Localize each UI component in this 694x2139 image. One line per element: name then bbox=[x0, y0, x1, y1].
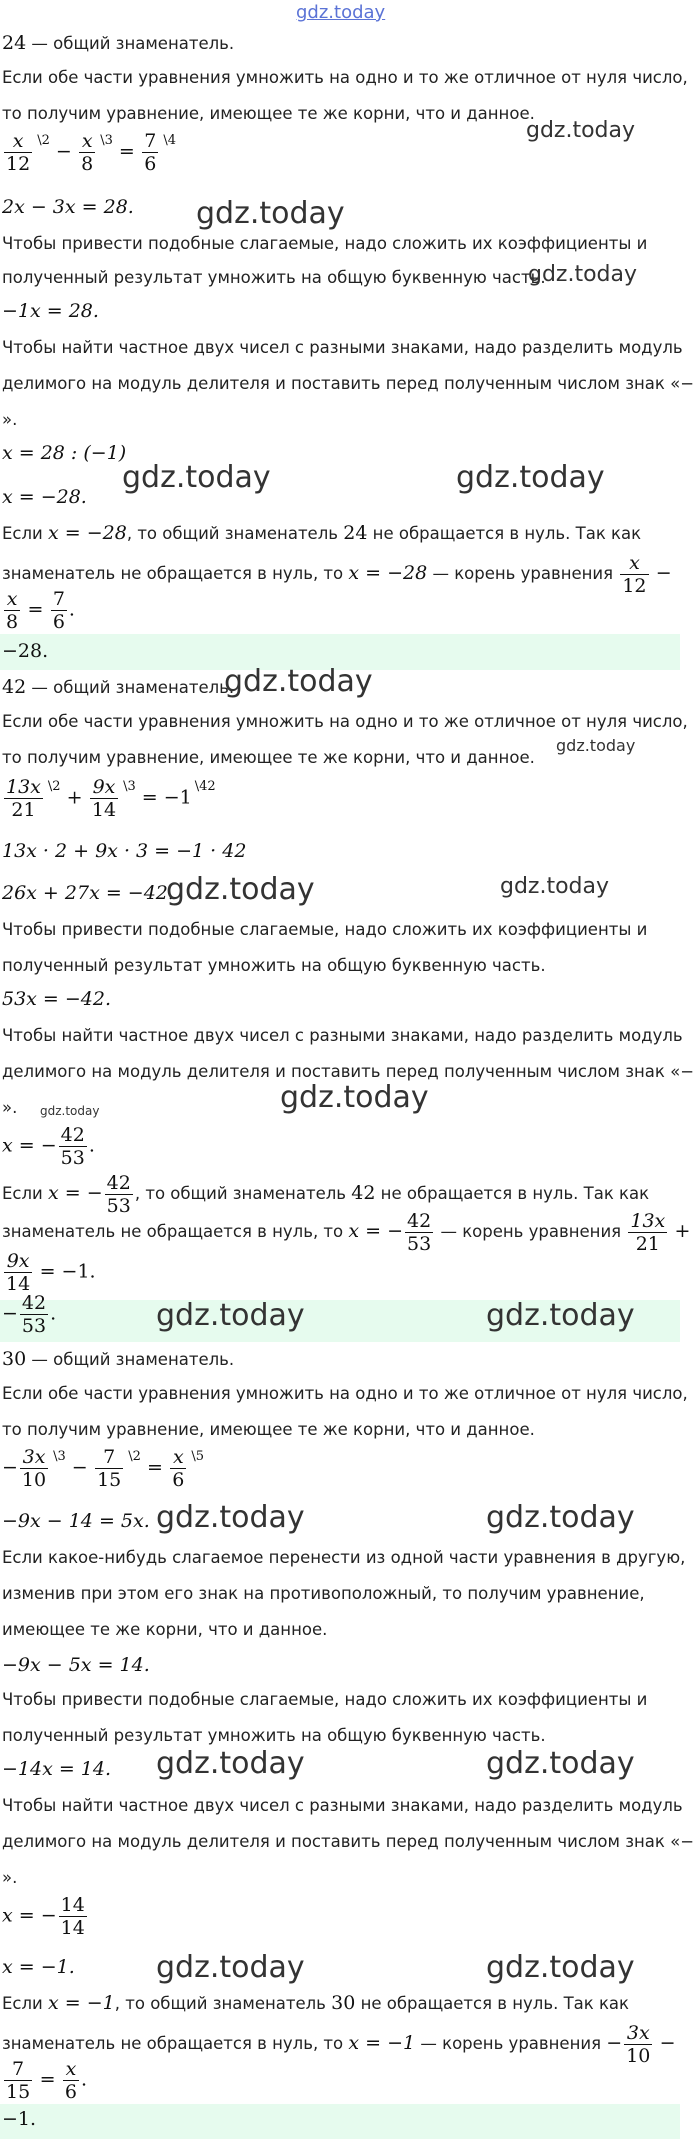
watermark: gdz.today bbox=[486, 1950, 635, 1985]
s2-equation-2: 13x · 2 + 9x · 3 = −1 · 42 bbox=[2, 840, 247, 862]
s1-rule-line-4: полученный результат умножить на общую буквенную часть. bbox=[2, 268, 546, 287]
s1-check-line-2: знаменатель не обращается в нуль, то x = −28 — корень уравнения $\frac{x}{12}$ − bbox=[2, 552, 672, 597]
s2-rule-line-2: то получим уравнение, имеющее те же корни, что и данное. bbox=[2, 748, 535, 767]
watermark: gdz.today bbox=[486, 1500, 635, 1535]
watermark: gdz.today bbox=[528, 262, 638, 287]
s1-answer: −28. bbox=[2, 640, 49, 662]
s3-rule-line-6: Чтобы привести подобные слагаемые, надо сложить их коэффициенты и bbox=[2, 1690, 648, 1709]
s3-rule-line-1: Если обе части уравнения умножить на одно и то же отличное от нуля число, bbox=[2, 1384, 688, 1403]
watermark: gdz.today bbox=[196, 196, 345, 231]
watermark: gdz.today bbox=[156, 1950, 305, 1985]
s2-rule-line-5: Чтобы найти частное двух чисел с разными знаками, надо разделить модуль bbox=[2, 1026, 683, 1045]
s1-rule-line-5: Чтобы найти частное двух чисел с разными знаками, надо разделить модуль bbox=[2, 338, 683, 357]
s1-rule-line-3: Чтобы привести подобные слагаемые, надо сложить их коэффициенты и bbox=[2, 234, 648, 253]
s2-equation-5: x = − $\frac{42}{53}$ . bbox=[2, 1124, 95, 1169]
watermark: gdz.today bbox=[556, 736, 636, 755]
s1-equation-3: −1x = 28. bbox=[2, 300, 99, 322]
s1-rule-line-1: Если обе части уравнения умножить на одно и то же отличное от нуля число, bbox=[2, 68, 688, 87]
s2-equation-1: $\frac{13x}{21}$ $^{\backslash 2}$+ $\frac{9x}{14}$ $^{\backslash 3}= -1^{\backslash 42}$ bbox=[6, 776, 216, 821]
s3-rule-line-2: то получим уравнение, имеющее те же корни, что и данное. bbox=[2, 1420, 535, 1439]
watermark: gdz.today bbox=[486, 1298, 635, 1333]
s3-equation-6: x = −1. bbox=[2, 1956, 75, 1978]
watermark: gdz.today bbox=[156, 1746, 305, 1781]
s2-answer: − $\frac{42}{53}$ . bbox=[2, 1292, 57, 1337]
s2-equation-4: 53x = −42. bbox=[2, 988, 112, 1010]
s3-rule-line-7: полученный результат умножить на общую буквенную часть. bbox=[2, 1726, 546, 1745]
s3-answer: −1. bbox=[2, 2108, 37, 2130]
watermark: gdz.today bbox=[456, 460, 605, 495]
s1-rule-line-6: делимого на модуль делителя и поставить перед полученным числом знак «− bbox=[2, 374, 694, 393]
watermark: gdz.today bbox=[500, 874, 610, 899]
s2-rule-line-1: Если обе части уравнения умножить на одно и то же отличное от нуля число, bbox=[2, 712, 688, 731]
s1-equation-4: x = 28 : (−1) bbox=[2, 442, 127, 464]
s1-equation-5: x = −28. bbox=[2, 486, 87, 508]
s3-equation-3: −9x − 5x = 14. bbox=[2, 1654, 150, 1676]
watermark: gdz.today bbox=[224, 664, 373, 699]
watermark: gdz.today bbox=[526, 118, 636, 143]
s3-rule-line-9: делимого на модуль делителя и поставить перед полученным числом знак «− bbox=[2, 1832, 694, 1851]
s3-answer-box bbox=[0, 2104, 680, 2139]
s1-rule-line-2: то получим уравнение, имеющее те же корни, что и данное. bbox=[2, 104, 535, 123]
s1-rule-line-7: ». bbox=[2, 410, 18, 429]
watermark: gdz.today bbox=[40, 1104, 100, 1118]
s3-check-line-1: Если x = −1, то общий знаменатель 30 не обращается в нуль. Так как bbox=[2, 1992, 630, 2014]
watermark: gdz.today bbox=[122, 460, 271, 495]
s1-check-line-1: Если x = −28, то общий знаменатель 24 не обращается в нуль. Так как bbox=[2, 522, 642, 544]
s1-equation-1: $\frac{x}{12}$ $^{\backslash 2}$− $\frac{x}{8}$ $^{\backslash 3}$= $\frac{7}{6}$ $^{\backslash 4}$ bbox=[6, 130, 176, 175]
s2-rule-line-7: ». bbox=[2, 1098, 18, 1117]
watermark: gdz.today bbox=[156, 1298, 305, 1333]
s2-equation-3: 26x + 27x = −42. bbox=[2, 882, 174, 904]
s3-check-line-2: знаменатель не обращается в нуль, то x = −1 — корень уравнения − $\frac{3x}{10}$ − bbox=[2, 2022, 676, 2067]
s2-rule-line-6: делимого на модуль делителя и поставить перед полученным числом знак «− bbox=[2, 1062, 694, 1081]
s3-equation-5: x = − $\frac{14}{14}$ bbox=[2, 1894, 85, 1939]
s3-equation-2: −9x − 14 = 5x. bbox=[2, 1510, 150, 1532]
s2-rule-line-3: Чтобы привести подобные слагаемые, надо сложить их коэффициенты и bbox=[2, 920, 648, 939]
s1-common-denominator-line: 24 — общий знаменатель. bbox=[2, 32, 235, 54]
watermark: gdz.today bbox=[156, 1500, 305, 1535]
s2-check-line-3: $\frac{9x}{14}$ = −1. bbox=[6, 1250, 96, 1295]
watermark: gdz.today bbox=[166, 872, 315, 907]
s3-rule-line-5: имеющее те же корни, что и данное. bbox=[2, 1620, 328, 1639]
s1-equation-2: 2x − 3x = 28. bbox=[2, 196, 134, 218]
s3-equation-1: − $\frac{3x}{10}$ $^{\backslash 3}$− $\frac{7}{15}$ $^{\backslash 2}$= $\frac{x}{6}$ $^{\backslash 5}$ bbox=[2, 1446, 205, 1491]
s3-check-line-3: $\frac{7}{15}$ = $\frac{x}{6}$ . bbox=[6, 2058, 88, 2103]
top-watermark-link[interactable]: gdz.today bbox=[296, 2, 386, 23]
s3-equation-4: −14x = 14. bbox=[2, 1758, 112, 1780]
s2-check-line-1: Если x = − $\frac{42}{53}$ , то общий знаменатель 42 не обращается в нуль. Так как bbox=[2, 1172, 650, 1217]
s1-check-line-3: $\frac{x}{8}$ = $\frac{7}{6}$ . bbox=[6, 588, 75, 633]
s3-common-denominator-line: 30 — общий знаменатель. bbox=[2, 1348, 235, 1370]
s2-common-denominator-line: 42 — общий знаменатель. bbox=[2, 676, 235, 698]
s3-rule-line-10: ». bbox=[2, 1868, 18, 1887]
s2-rule-line-4: полученный результат умножить на общую буквенную часть. bbox=[2, 956, 546, 975]
watermark: gdz.today bbox=[486, 1746, 635, 1781]
watermark: gdz.today bbox=[280, 1080, 429, 1115]
s3-rule-line-3: Если какое-нибудь слагаемое перенести из одной части уравнения в другую, bbox=[2, 1548, 686, 1567]
s3-rule-line-8: Чтобы найти частное двух чисел с разными знаками, надо разделить модуль bbox=[2, 1796, 683, 1815]
s3-rule-line-4: изменив при этом его знак на противоположный, то получим уравнение, bbox=[2, 1584, 645, 1603]
s2-check-line-2: знаменатель не обращается в нуль, то x = − $\frac{42}{53}$ — корень уравнения $\frac{13x}{21}$ + bbox=[2, 1210, 691, 1255]
